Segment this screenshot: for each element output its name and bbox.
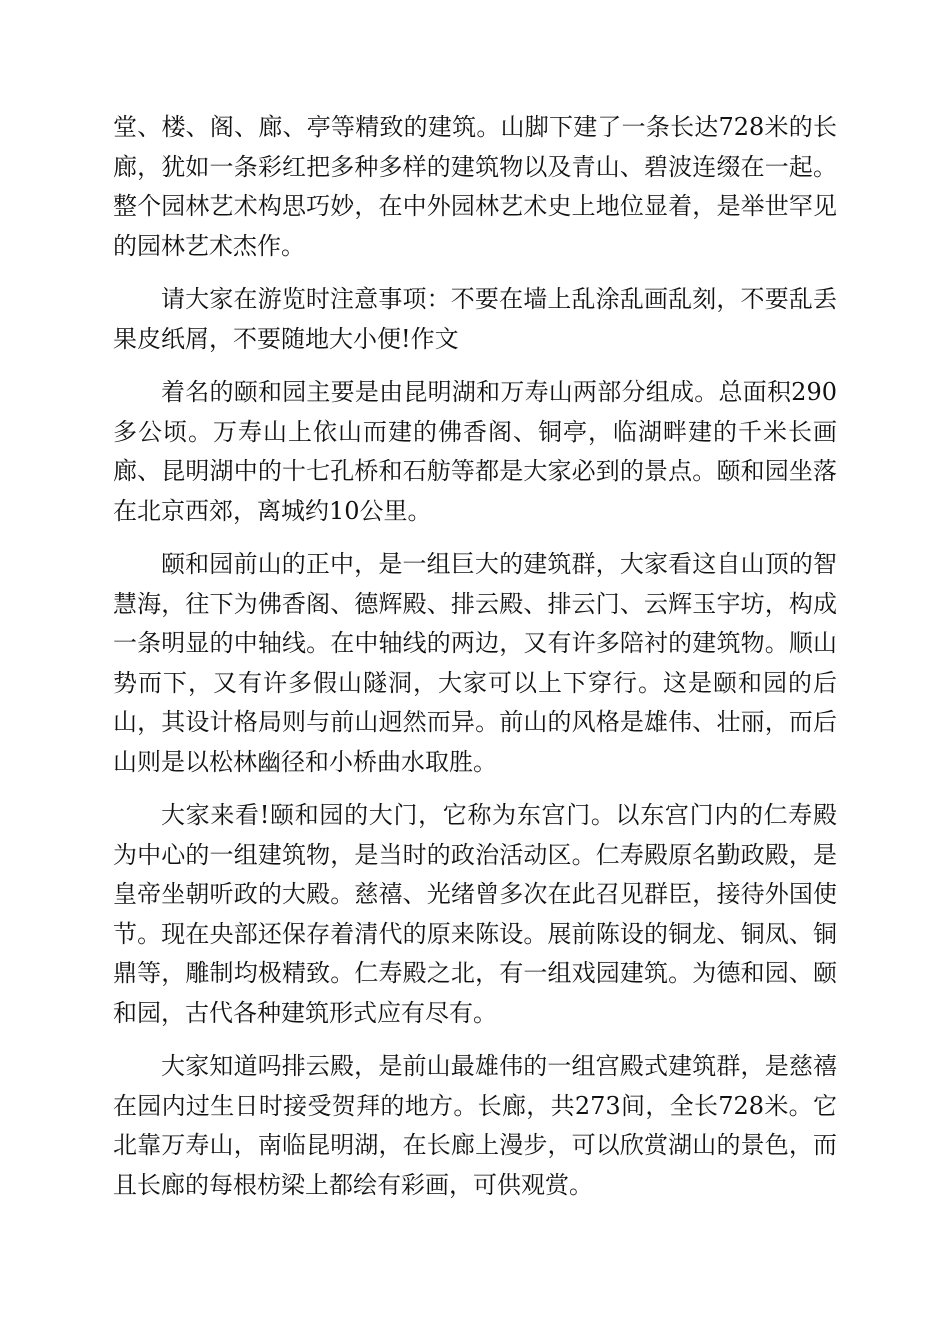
paragraph-visitor-notice: 请大家在游览时注意事项：不要在墙上乱涂乱画乱刻，不要乱丢果皮纸屑，不要随地大小便!作文 <box>113 285 837 353</box>
document-body <box>113 108 837 1219</box>
paragraph-overview: 着名的颐和园主要是由昆明湖和万寿山两部分组成。总面积290多公顷。万寿山上依山而建的佛香阁、铜亭，临湖畔建的千米长画廊、昆明湖中的十七孔桥和石舫等都是大家必到的景点。颐和园坐落在北京西郊，离城约10公里。 <box>113 378 837 525</box>
paragraph-east-gate: 大家来看!颐和园的大门，它称为东宫门。以东宫门内的仁寿殿为中心的一组建筑物，是当时的政治活动区。仁寿殿原名勤政殿，是皇帝坐朝听政的大殿。慈禧、光绪曾多次在此召见群臣，接待外国使节。现在央部还保存着清代的原来陈设。展前陈设的铜龙、铜凤、铜鼎等，雕制均极精致。仁寿殿之北，有一组戏园建筑。为德和园、颐和园，古代各种建筑形式应有尽有。 <box>113 801 837 1027</box>
paragraph-front-hill: 颐和园前山的正中，是一组巨大的建筑群，大家看这自山顶的智慧海，往下为佛香阁、德辉殿、排云殿、排云门、云辉玉宇坊，构成一条明显的中轴线。在中轴线的两边，又有许多陪衬的建筑物。顺山势而下，又有许多假山隧洞，大家可以上下穿行。这是颐和园的后山，其设计格局则与前山迥然而异。前山的风格是雄伟、壮丽，而后山则是以松林幽径和小桥曲水取胜。 <box>113 550 837 776</box>
paragraph-paiyun-hall: 大家知道吗排云殿，是前山最雄伟的一组宫殿式建筑群，是慈禧在园内过生日时接受贺拜的地方。长廊，共273间，全长728米。它北靠万寿山，南临昆明湖，在长廊上漫步，可以欣赏湖山的景色，而且长廊的每根枋梁上都绘有彩画，可供观赏。 <box>113 1052 837 1199</box>
paragraph-continued: 堂、楼、阁、廊、亭等精致的建筑。山脚下建了一条长达728米的长廊，犹如一条彩红把多种多样的建筑物以及青山、碧波连缀在一起。整个园林艺术构思巧妙，在中外园林艺术史上地位显着，是举世罕见的园林艺术杰作。 <box>113 113 837 260</box>
